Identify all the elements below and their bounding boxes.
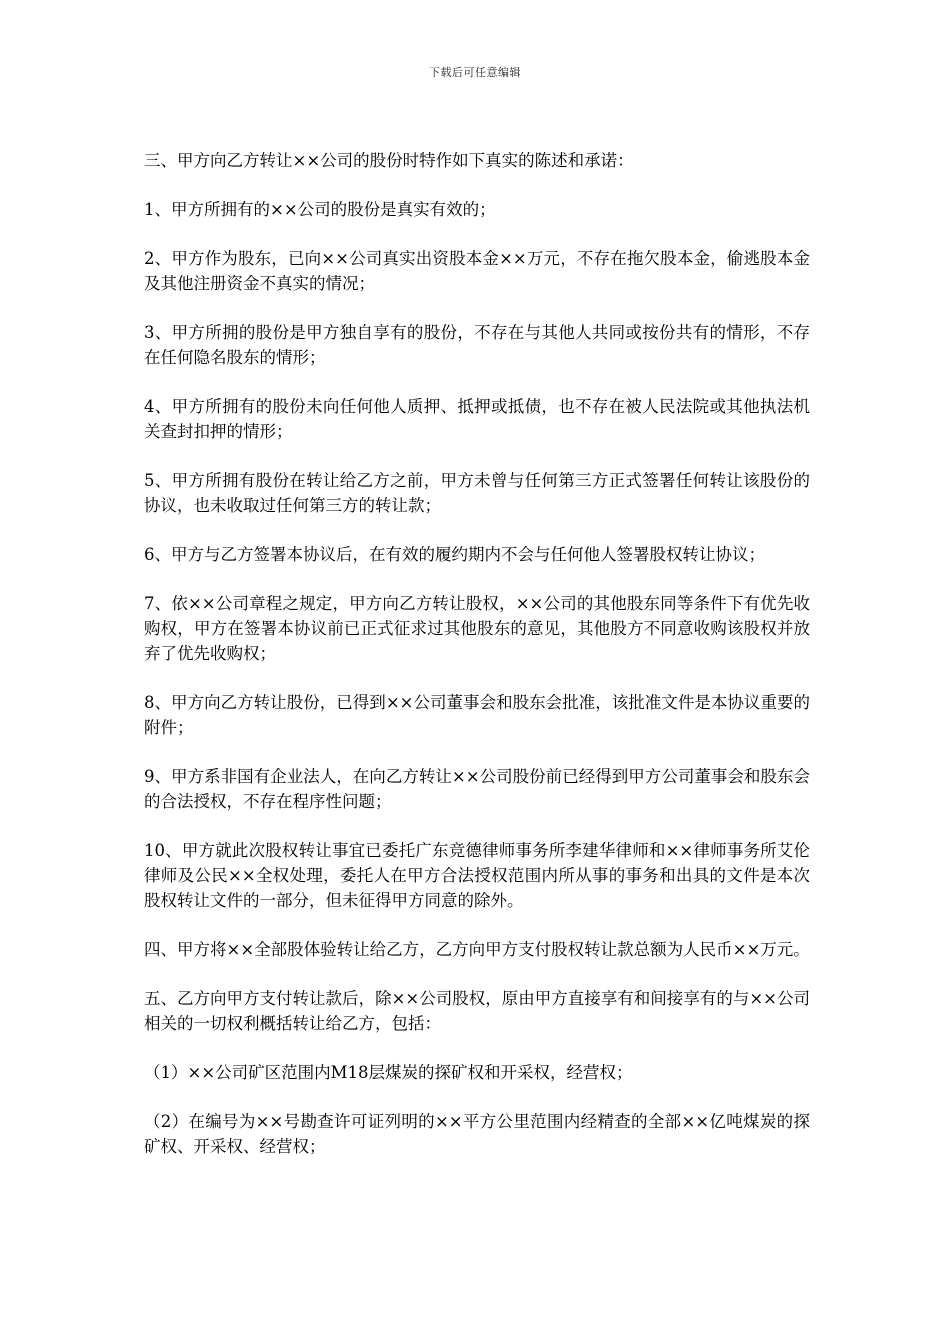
paragraph-item-4: 4、甲方所拥有的股份未向任何他人质押、抵押或抵债，也不存在被人民法院或其他执法机关查封扣押的情形； [144, 397, 810, 441]
paragraph-item-2: 2、甲方作为股东，已向××公司真实出资股本金××万元，不存在拖欠股本金，偷逃股本金及其他注册资金不真实的情况； [144, 249, 810, 293]
document-body [144, 148, 810, 1183]
paragraph-subitem-2: （2）在编号为××号勘查许可证列明的××平方公里范围内经精查的全部××亿吨煤炭的探矿权、开采权、经营权； [144, 1112, 810, 1156]
paragraph-clause-3: 三、甲方向乙方转让××公司的股份时特作如下真实的陈述和承诺： [144, 151, 634, 170]
paragraph-clause-5: 五、乙方向甲方支付转让款后，除××公司股权，原由甲方直接享有和间接享有的与××公司相关的一切权利概括转让给乙方，包括： [144, 989, 810, 1033]
paragraph-item-9: 9、甲方系非国有企业法人，在向乙方转让××公司股份前已经得到甲方公司董事会和股东会的合法授权，不存在程序性问题； [144, 767, 810, 811]
paragraph-item-3: 3、甲方所拥的股份是甲方独自享有的股份，不存在与其他人共同或按份共有的情形，不存在任何隐名股东的情形； [144, 323, 810, 367]
paragraph-item-1: 1、甲方所拥有的××公司的股份是真实有效的； [144, 200, 496, 219]
paragraph-item-6: 6、甲方与乙方签署本协议后，在有效的履约期内不会与任何他人签署股权转让协议； [144, 545, 765, 564]
paragraph-subitem-1: （1）××公司矿区范围内M18层煤炭的探矿权和开采权，经营权； [144, 1063, 633, 1082]
paragraph-item-8: 8、甲方向乙方转让股份，已得到××公司董事会和股东会批准，该批准文件是本协议重要的附件； [144, 693, 810, 737]
paragraph-clause-4: 四、甲方将××全部股体验转让给乙方，乙方向甲方支付股权转让款总额为人民币××万元。 [144, 940, 810, 959]
header-note: 下载后可任意编辑 [429, 66, 521, 79]
paragraph-item-5: 5、甲方所拥有股份在转让给乙方之前，甲方未曾与任何第三方正式签署任何转让该股份的协议，也未收取过任何第三方的转让款； [144, 471, 810, 515]
paragraph-item-7: 7、依××公司章程之规定，甲方向乙方转让股权，××公司的其他股东同等条件下有优先收购权，甲方在签署本协议前已正式征求过其他股东的意见，其他股方不同意收购该股权并放弃了优先收购权； [144, 594, 810, 663]
paragraph-item-10: 10、甲方就此次股权转让事宜已委托广东竞德律师事务所李建华律师和××律师事务所艾伦律师及公民××全权处理，委托人在甲方合法授权范围内所从事的事务和出具的文件是本次股权转让文件的一部分，但未征得甲方同意的除外。 [144, 841, 810, 910]
